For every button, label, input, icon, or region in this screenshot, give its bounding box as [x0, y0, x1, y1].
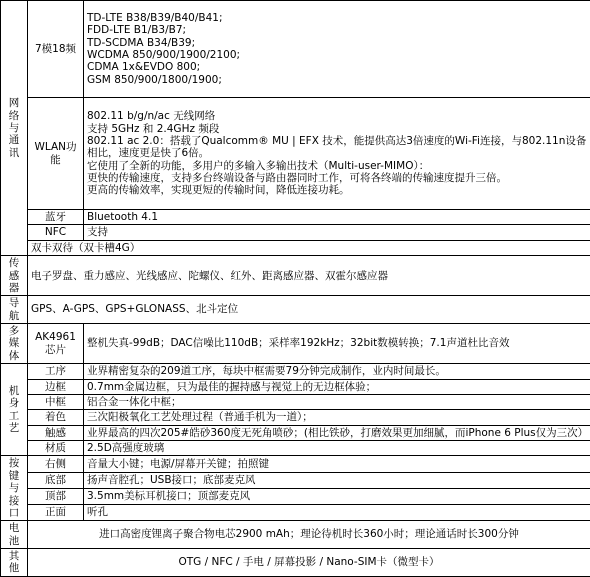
wlan-line: 更快的传输速度，支持多台终端设备与路由器同时工作，可将各终端的传输速度提升三倍。 — [87, 172, 587, 184]
wlan-line: 它使用了全新的功能，多用户的多输入多输出技术（Multi-user-MIMO）： — [87, 160, 587, 172]
category-sensors: 传感器 — [1, 256, 28, 296]
bands-line: WCDMA 850/900/1900/2100; — [87, 49, 587, 61]
spec-row-craft — [1, 379, 590, 394]
battery-value: 进口高密度锂离子聚合物电芯2900 mAh；理论待机时长360小时；理论通话时长300分钟 — [28, 521, 590, 549]
craft-label: 触感 — [28, 425, 84, 440]
wlan-value — [84, 98, 590, 210]
dual-sim-value: 双卡双待（双卡槽4G） — [28, 240, 590, 255]
spec-row-craft — [1, 364, 590, 379]
buttons-label: 正面 — [28, 505, 84, 521]
craft-value: 业界精密复杂的209道工序，每块中框需要79分钟完成制作，业内时间最长。 — [84, 364, 590, 379]
buttons-label: 底部 — [28, 472, 84, 488]
spec-row-nfc — [1, 225, 590, 240]
category-other: 其他 — [1, 549, 28, 577]
sensors-value: 电子罗盘、重力感应、光线感应、陀螺仪、红外、距离感应器、双霍尔感应器 — [28, 256, 590, 296]
category-battery: 电池 — [1, 521, 28, 549]
craft-label: 中框 — [28, 394, 84, 409]
wlan-line: 支持 5GHz 和 2.4GHz 频段 — [87, 123, 587, 135]
category-craft: 机身工艺 — [1, 364, 28, 456]
spec-row-battery — [1, 521, 590, 549]
spec-row-bands — [1, 1, 590, 98]
multimedia-value: 整机失真-99dB；DAC信噪比110dB；采样率192kHz；32bit数模转换；7.1声道杜比音效 — [84, 324, 590, 364]
multimedia-chip: AK4961芯片 — [28, 324, 84, 364]
bluetooth-label: 蓝牙 — [28, 210, 84, 225]
nfc-value: 支持 — [84, 225, 590, 240]
spec-row-dual-sim — [1, 240, 590, 255]
bands-line: GSM 850/900/1800/1900; — [87, 74, 587, 86]
wlan-line: 802.11 ac 2.0：搭载了Qualcomm® MU | EFX 技术，能提供高达3倍速度的Wi-Fi连接，与802.11n设备相比，速度更是快了6倍。 — [87, 135, 587, 160]
bands-line: CDMA 1x&EVDO 800; — [87, 61, 587, 73]
nfc-label: NFC — [28, 225, 84, 240]
craft-label: 着色 — [28, 410, 84, 425]
bands-value — [84, 1, 590, 98]
buttons-label: 右侧 — [28, 456, 84, 472]
buttons-value: 扬声音腔孔；USB接口；底部麦克风 — [84, 472, 590, 488]
spec-row-buttons — [1, 505, 590, 521]
buttons-label: 顶部 — [28, 488, 84, 504]
bands-line: TD-SCDMA B34/B39; — [87, 37, 587, 49]
wlan-line: 更高的传输效率，实现更短的传输时间，降低连接功耗。 — [87, 184, 587, 196]
spec-row-buttons — [1, 488, 590, 504]
category-buttons: 按键与接口 — [1, 456, 28, 521]
wlan-label: WLAN功能 — [28, 98, 84, 210]
craft-label: 边框 — [28, 379, 84, 394]
category-network: 网络与通讯 — [1, 1, 28, 256]
craft-value: 0.7mm金属边框，只为最佳的握持感与视觉上的无边框体验； — [84, 379, 590, 394]
craft-label: 材质 — [28, 441, 84, 456]
spec-row-wlan — [1, 98, 590, 210]
buttons-value: 听孔 — [84, 505, 590, 521]
spec-row-craft — [1, 410, 590, 425]
spec-row-bluetooth — [1, 210, 590, 225]
spec-row-buttons — [1, 456, 590, 472]
spec-row-craft — [1, 441, 590, 456]
buttons-value: 3.5mm美标耳机接口；顶部麦克风 — [84, 488, 590, 504]
craft-label: 工序 — [28, 364, 84, 379]
spec-row-navigation — [1, 296, 590, 324]
craft-value: 三次阳极氧化工艺处理过程（普通手机为一道）； — [84, 410, 590, 425]
spec-row-buttons — [1, 472, 590, 488]
other-value: OTG / NFC / 手电 / 屏幕投影 / Nano-SIM卡（微型卡） — [28, 549, 590, 577]
bands-label: 7模18频 — [28, 1, 84, 98]
navigation-value: GPS、A-GPS、GPS+GLONASS、北斗定位 — [28, 296, 590, 324]
wlan-line: 802.11 b/g/n/ac 无线网络 — [87, 110, 587, 122]
bluetooth-value: Bluetooth 4.1 — [84, 210, 590, 225]
spec-row-other — [1, 549, 590, 577]
buttons-value: 音量大小键；电源/屏幕开关键；拍照键 — [84, 456, 590, 472]
craft-value: 铝合金一体化中框； — [84, 394, 590, 409]
spec-row-sensors — [1, 256, 590, 296]
craft-value: 2.5D高强度玻璃 — [84, 441, 590, 456]
craft-value: 业界最高的四次205#皓砂360度无死角喷砂；(相比铁砂，打磨效果更加细腻，而iPhone 6 Plus仅为三次） — [84, 425, 590, 440]
category-multimedia: 多媒体 — [1, 324, 28, 364]
spec-row-craft — [1, 425, 590, 440]
spec-row-multimedia — [1, 324, 590, 364]
category-navigation: 导航 — [1, 296, 28, 324]
bands-line: TD-LTE B38/B39/B40/B41; — [87, 12, 587, 24]
bands-line: FDD-LTE B1/B3/B7; — [87, 24, 587, 36]
spec-row-craft — [1, 394, 590, 409]
